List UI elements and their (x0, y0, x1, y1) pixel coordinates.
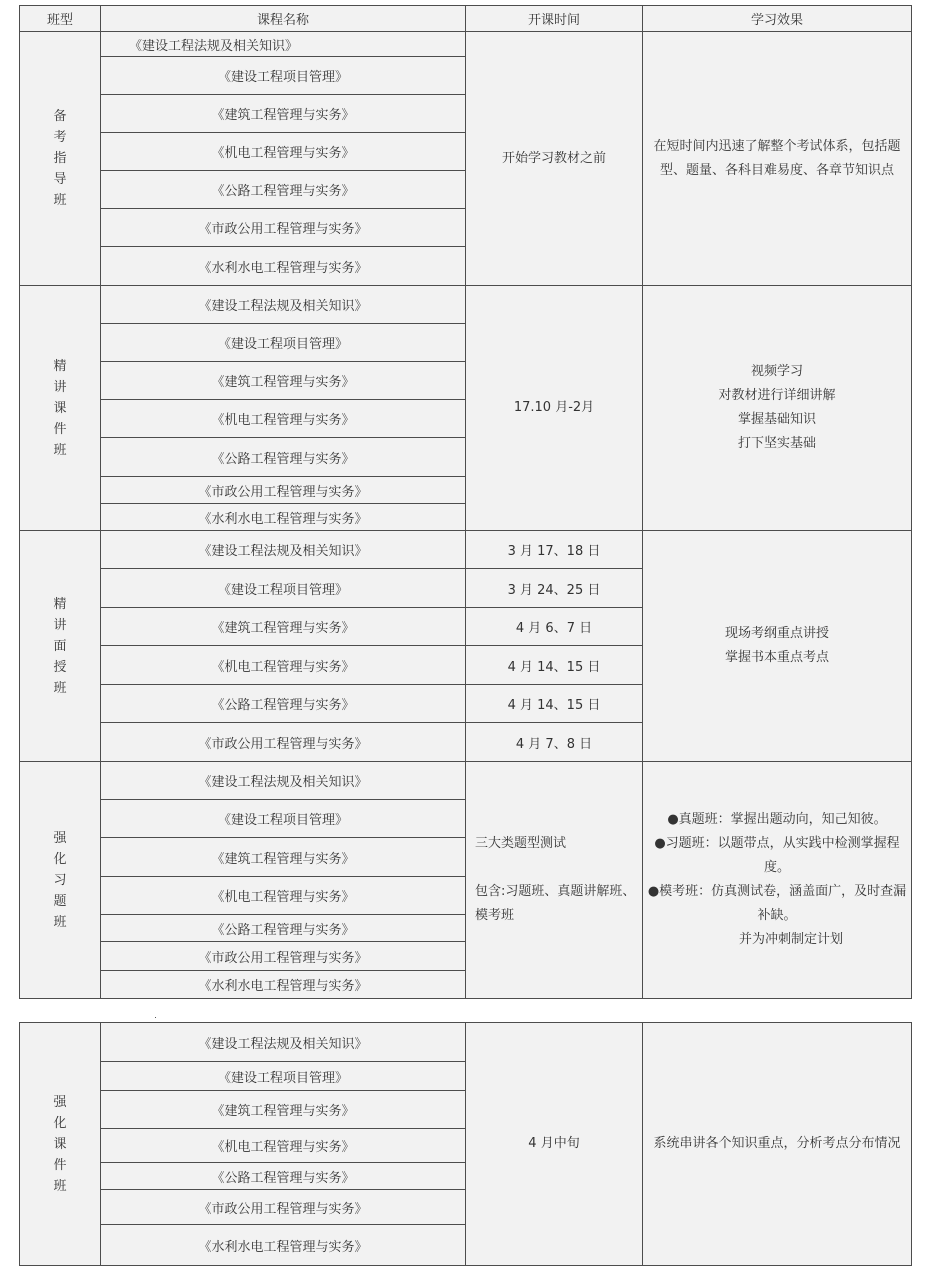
course-name: 《建设工程项目管理》 (101, 1062, 466, 1091)
course-name: 《公路工程管理与实务》 (101, 1163, 466, 1190)
course-name: 《公路工程管理与实务》 (101, 171, 466, 209)
course-name: 《市政公用工程管理与实务》 (101, 209, 466, 247)
course-time: 4 月中旬 (466, 1023, 643, 1266)
stray-dot (155, 1017, 156, 1018)
table-row (20, 32, 912, 57)
course-name: 《机电工程管理与实务》 (101, 400, 466, 438)
course-name: 《建设工程法规及相关知识》 (101, 32, 466, 57)
course-name: 《建筑工程管理与实务》 (101, 838, 466, 877)
table-row (20, 286, 912, 324)
course-name: 《建设工程项目管理》 (101, 57, 466, 95)
course-time: 3 月 24、25 日 (466, 569, 643, 608)
class-type-cell: 强 化 课 件 班 (20, 1023, 101, 1266)
learning-effect: ●真题班：掌握出题动向，知己知彼。 ●习题班：以题带点，从实践中检测掌握程度。 ●模考班：仿真测试卷，涵盖面广，及时查漏补缺。 并为冲刺制定计划 (643, 762, 912, 999)
class-type-cell: 强 化 习 题 班 (20, 762, 101, 999)
class-type-cell: 备 考 指 导 班 (20, 32, 101, 286)
course-name: 《建设工程法规及相关知识》 (101, 286, 466, 324)
course-name: 《建设工程项目管理》 (101, 324, 466, 362)
course-name: 《机电工程管理与实务》 (101, 646, 466, 685)
course-name: 《建设工程法规及相关知识》 (101, 762, 466, 800)
header-course: 课程名称 (101, 6, 466, 32)
table-row (20, 1023, 912, 1062)
course-name: 《建筑工程管理与实务》 (101, 608, 466, 646)
course-name: 《市政公用工程管理与实务》 (101, 942, 466, 971)
course-name: 《建设工程项目管理》 (101, 569, 466, 608)
course-time: 17.10 月-2月 (466, 286, 643, 531)
schedule-table-main (19, 5, 912, 999)
course-name: 《公路工程管理与实务》 (101, 915, 466, 942)
course-name: 《机电工程管理与实务》 (101, 133, 466, 171)
course-name: 《建设工程法规及相关知识》 (101, 531, 466, 569)
learning-effect: 在短时间内迅速了解整个考试体系，包括题型、题量、各科目难易度、各章节知识点 (643, 32, 912, 286)
course-time: 开始学习教材之前 (466, 32, 643, 286)
course-time: 4 月 14、15 日 (466, 646, 643, 685)
course-name: 《市政公用工程管理与实务》 (101, 723, 466, 762)
course-name: 《建设工程项目管理》 (101, 800, 466, 838)
course-name: 《机电工程管理与实务》 (101, 1129, 466, 1163)
course-name: 《建筑工程管理与实务》 (101, 362, 466, 400)
course-name: 《水利水电工程管理与实务》 (101, 1225, 466, 1266)
course-name: 《公路工程管理与实务》 (101, 438, 466, 477)
course-name: 《水利水电工程管理与实务》 (101, 504, 466, 531)
course-time: 4 月 14、15 日 (466, 685, 643, 723)
table-row (20, 531, 912, 569)
course-name: 《水利水电工程管理与实务》 (101, 247, 466, 286)
header-effect: 学习效果 (643, 6, 912, 32)
class-type-cell: 精 讲 课 件 班 (20, 286, 101, 531)
course-name: 《市政公用工程管理与实务》 (101, 477, 466, 504)
course-time: 3 月 17、18 日 (466, 531, 643, 569)
header-type: 班型 (20, 6, 101, 32)
class-type-cell: 精 讲 面 授 班 (20, 531, 101, 762)
course-time: 4 月 6、7 日 (466, 608, 643, 646)
learning-effect: 现场考纲重点讲授 掌握书本重点考点 (643, 531, 912, 762)
course-time: 三大类题型测试 包含:习题班、真题讲解班、模考班 (466, 762, 643, 999)
course-name: 《建筑工程管理与实务》 (101, 95, 466, 133)
course-name: 《公路工程管理与实务》 (101, 685, 466, 723)
course-name: 《市政公用工程管理与实务》 (101, 1190, 466, 1225)
learning-effect: 系统串讲各个知识重点，分析考点分布情况 (643, 1023, 912, 1266)
schedule-table-second (19, 1022, 912, 1266)
course-name: 《机电工程管理与实务》 (101, 877, 466, 915)
header-time: 开课时间 (466, 6, 643, 32)
course-name: 《水利水电工程管理与实务》 (101, 971, 466, 999)
learning-effect: 视频学习 对教材进行详细讲解 掌握基础知识 打下坚实基础 (643, 286, 912, 531)
table-row (20, 762, 912, 800)
course-time: 4 月 7、8 日 (466, 723, 643, 762)
header-row (20, 6, 912, 32)
course-name: 《建筑工程管理与实务》 (101, 1091, 466, 1129)
course-name: 《建设工程法规及相关知识》 (101, 1023, 466, 1062)
